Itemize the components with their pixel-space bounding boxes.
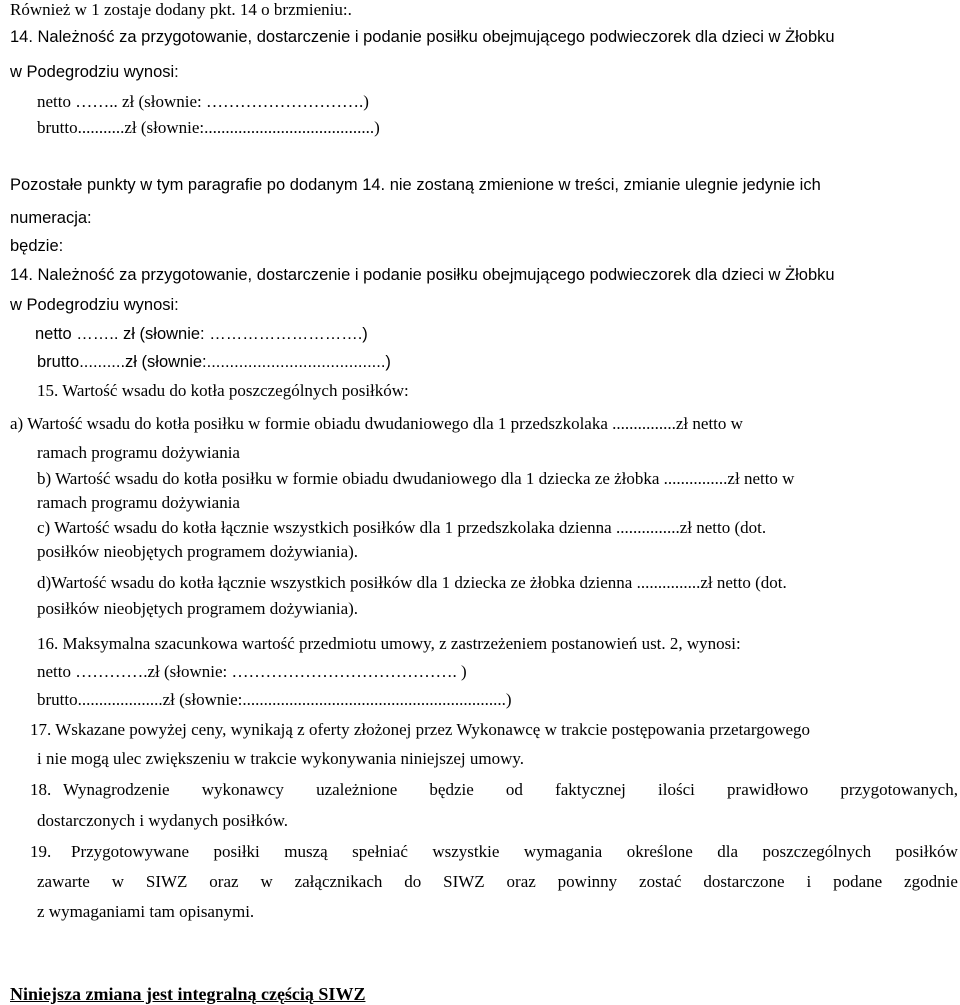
item14-brutto: brutto...........zł (słownie:........................................) (37, 118, 380, 137)
item19-word: powinny (557, 872, 618, 891)
closing-statement: Niniejsza zmiana jest integralną częścią SIWZ (10, 984, 366, 1004)
item18-word: wykonawcy (201, 780, 284, 799)
item14-new-netto: netto …….. zł (słownie: ……………………….) (35, 325, 368, 343)
intro-text: Również w 1 zostaje dodany pkt. 14 o brzmieniu:. (10, 0, 352, 19)
item19-word: muszą (284, 842, 328, 861)
item16-brutto: brutto....................zł (słownie:..............................................................) (37, 690, 512, 709)
item19-line1 (71, 842, 958, 862)
item19-word: spełniać (352, 842, 408, 861)
item19-word: dostarczone (703, 872, 785, 891)
item19-word: SIWZ (443, 872, 485, 891)
item19-word: do (404, 872, 422, 891)
item18-line1 (63, 780, 958, 800)
item19-number: 19. (30, 842, 52, 861)
item19-word: podane (833, 872, 883, 891)
item19-line2 (37, 872, 958, 892)
item15-heading: 15. Wartość wsadu do kotła poszczególnych posiłków: (37, 381, 409, 400)
item19-word: posiłki (213, 842, 260, 861)
item19-word: poszczególnych (762, 842, 872, 861)
item19-word: Przygotowywane (71, 842, 190, 861)
item14-new-brutto: brutto..........zł (słownie:.......................................) (37, 353, 391, 371)
item19-word: oraz (209, 872, 239, 891)
item19-word: określone (626, 842, 693, 861)
item18-word: prawidłowo (727, 780, 809, 799)
item18-word: od (505, 780, 523, 799)
item19-word: i (806, 872, 812, 891)
item15-d-line1: d)Wartość wsadu do kotła łącznie wszystkich posiłków dla 1 dziecka ze żłobka dzienna ...............zł netto (dot. (37, 573, 787, 592)
item19-word: posiłków (895, 842, 958, 861)
item18-word: będzie (429, 780, 474, 799)
item19-word: zawarte (37, 872, 90, 891)
item18-word: faktycznej (555, 780, 626, 799)
item19-word: w (260, 872, 273, 891)
item15-a-line1: a) Wartość wsadu do kotła posiłku w formie obiadu dwudaniowego dla 1 przedszkolaka ...............zł netto w (10, 414, 743, 433)
item15-a-line2: ramach programu dożywiania (37, 443, 240, 462)
remaining-points-line2: numeracja: (10, 209, 92, 227)
item17-line1: 17. Wskazane powyżej ceny, wynikają z oferty złożonej przez Wykonawcę w trakcie postępowania przetargowego (30, 720, 811, 739)
item16-line1: 16. Maksymalna szacunkowa wartość przedmiotu umowy, z zastrzeżeniem postanowień ust. 2, wynosi: (37, 634, 741, 653)
item15-c-line1: c) Wartość wsadu do kotła łącznie wszystkich posiłków dla 1 przedszkolaka dzienna ...............zł netto (dot. (37, 518, 767, 537)
item19-word: wszystkie (432, 842, 500, 861)
item19-word: SIWZ (145, 872, 188, 891)
item19-word: zostać (639, 872, 682, 891)
item19-line3: z wymaganiami tam opisanymi. (37, 902, 255, 921)
item19-word: załącznikach (294, 872, 383, 891)
bedzie-label: będzie: (10, 237, 64, 255)
item14-text-line2: w Podegrodziu wynosi: (10, 63, 179, 81)
item15-d-line2: posiłków nieobjętych programem dożywiania). (37, 599, 359, 618)
item19-word: w (111, 872, 124, 891)
item15-c-line2: posiłków nieobjętych programem dożywiania). (37, 542, 359, 561)
item18-word: przygotowanych, (840, 780, 958, 799)
item14-new-line2: w Podegrodziu wynosi: (10, 296, 179, 314)
item18-line2: dostarczonych i wydanych posiłków. (37, 811, 289, 830)
item18-word: ilości (658, 780, 695, 799)
item18-number: 18. (30, 780, 52, 799)
item18-word: Wynagrodzenie (63, 780, 170, 799)
item14-netto: netto …….. zł (słownie: ……………………….) (37, 92, 369, 111)
item15-b-line2: ramach programu dożywiania (37, 493, 240, 512)
item19-word: zgodnie (904, 872, 958, 891)
item15-b-line1: b) Wartość wsadu do kotła posiłku w formie obiadu dwudaniowego dla 1 dziecka ze żłobka ...............zł netto w (37, 469, 795, 488)
item14-new-line1: 14. Należność za przygotowanie, dostarczenie i podanie posiłku obejmującego podwieczorek dla dzieci w Żłobku (10, 266, 835, 284)
item19-word: wymagania (523, 842, 603, 861)
item17-line2: i nie mogą ulec zwiększeniu w trakcie wykonywania niniejszej umowy. (37, 749, 525, 768)
item14-text-line1: 14. Należność za przygotowanie, dostarczenie i podanie posiłku obejmującego podwieczorek dla dzieci w Żłobku (10, 28, 835, 46)
item18-word: uzależnione (316, 780, 398, 799)
item16-netto: netto ………….zł (słownie: …………………………………. ) (37, 662, 467, 681)
item19-word: oraz (506, 872, 536, 891)
remaining-points-line1: Pozostałe punkty w tym paragrafie po dodanym 14. nie zostaną zmienione w treści, zmianie ulegnie jedynie ich (10, 176, 821, 194)
item19-word: dla (717, 842, 739, 861)
